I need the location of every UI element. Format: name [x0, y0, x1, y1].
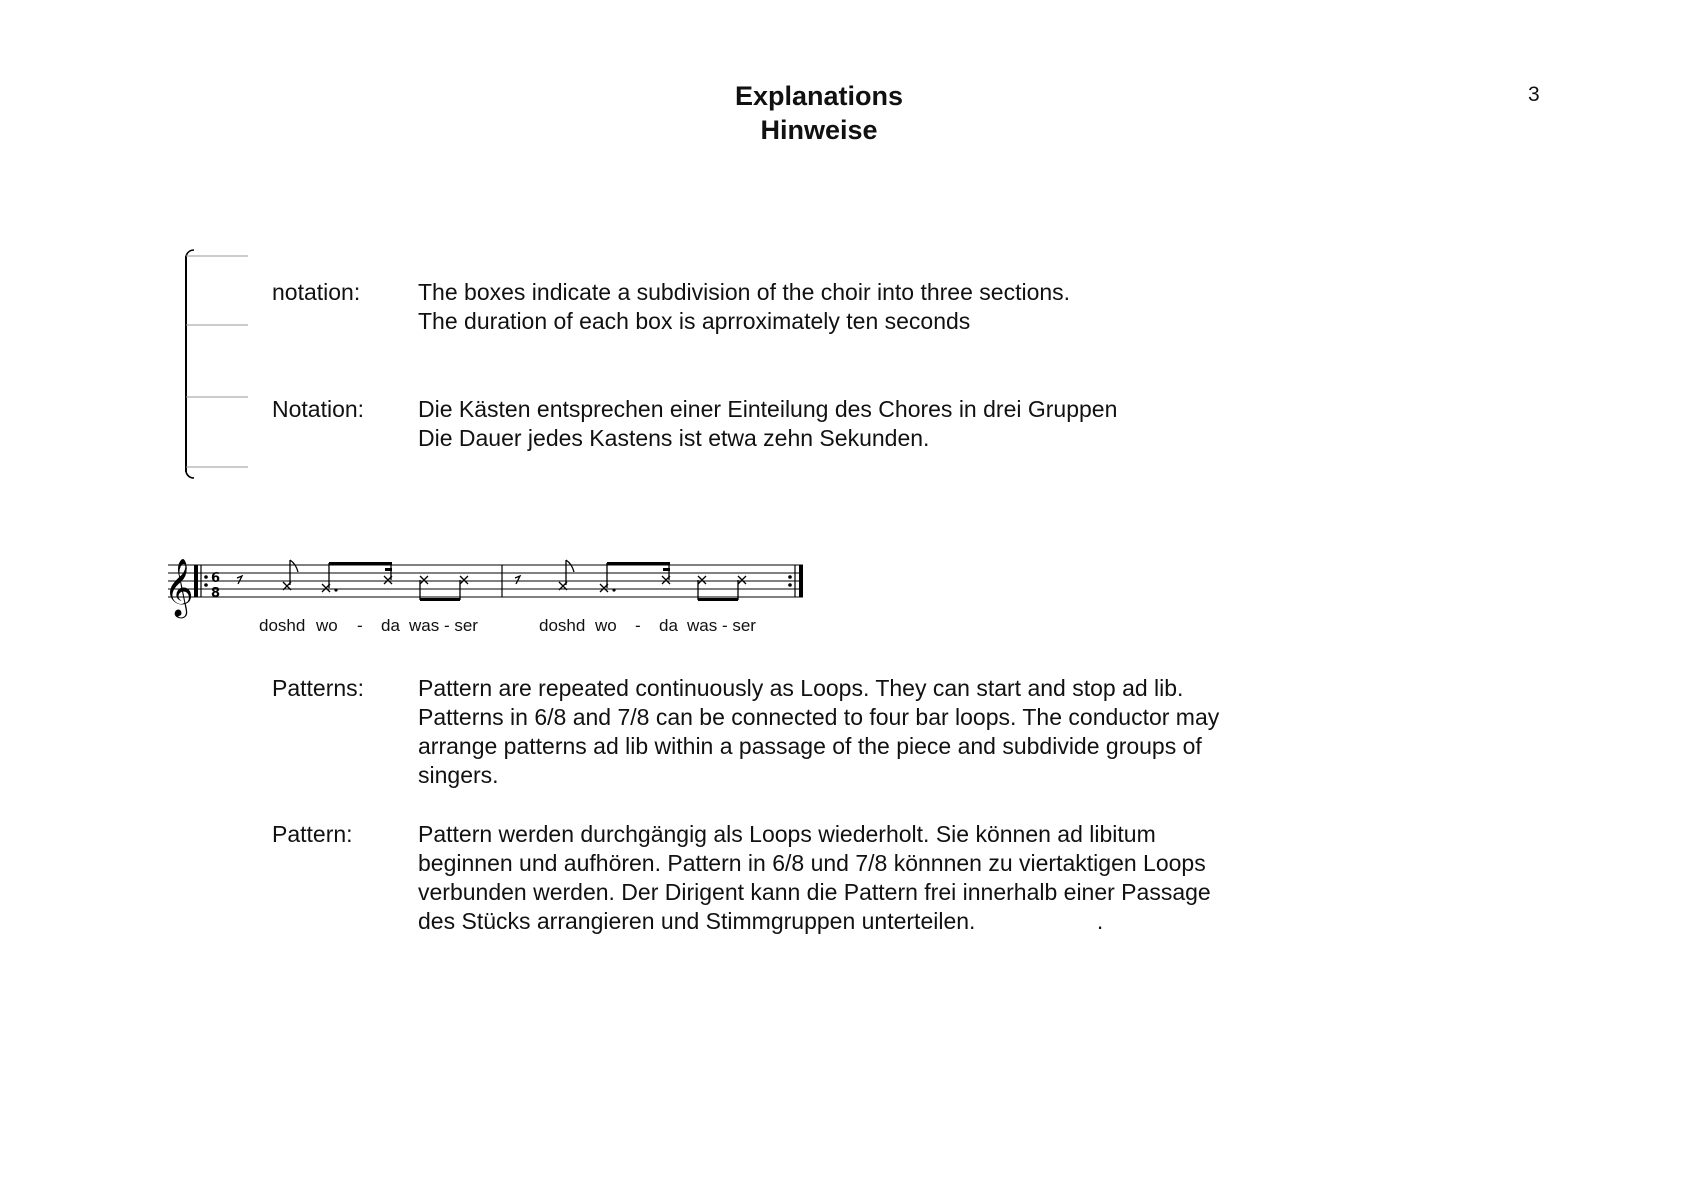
time-signature: 6 — [211, 571, 221, 586]
lyric-syllable: doshd — [539, 616, 586, 635]
text-line: Patterns in 6/8 and 7/8 can be connected to four bar loops. The conductor may — [418, 704, 1220, 730]
text-line: Die Kästen entsprechen einer Einteilung des Chores in drei Gruppen — [418, 396, 1118, 422]
text-line: singers. — [418, 762, 499, 788]
svg-text:8: 8 — [211, 586, 221, 601]
text-line: The duration of each box is aprroximately ten seconds — [418, 308, 971, 334]
lyric-syllable: was - ser — [687, 616, 756, 635]
title-english: Explanations — [734, 81, 904, 111]
text-line: The boxes indicate a subdivision of the choir into three sections. — [418, 279, 1071, 305]
lyric-syllable: - — [357, 616, 363, 635]
patterns-text-de — [418, 820, 1211, 936]
text-line: Pattern werden durchgängig als Loops wiederholt. Sie können ad libitum — [418, 821, 1156, 847]
notation-label-de: Notation: — [272, 396, 365, 422]
patterns-text-en — [418, 674, 1219, 790]
notation-label-en: notation: — [272, 279, 361, 305]
lyric-syllable: wo — [595, 616, 617, 635]
lyric-syllable: was - ser — [409, 616, 478, 635]
patterns-label-de: Pattern: — [272, 821, 353, 847]
lyric-syllable: doshd — [259, 616, 306, 635]
treble-clef-icon: 𝄞 — [164, 558, 194, 616]
music-staff-example — [0, 0, 820, 640]
lyric-syllable: da — [381, 616, 400, 635]
text-line: arrange patterns ad lib within a passage of the piece and subdivide groups of — [418, 733, 1202, 759]
lyric-syllable: da — [659, 616, 678, 635]
lyric-syllable: - — [635, 616, 641, 635]
patterns-label-en: Patterns: — [272, 675, 365, 701]
page-number: 3 — [1528, 83, 1540, 106]
text-line: beginnen und aufhören. Pattern in 6/8 und 7/8 könnnen zu viertaktigen Loops — [418, 850, 1206, 876]
title-german: Hinweise — [760, 115, 878, 145]
text-line: des Stücks arrangieren und Stimmgruppen unterteilen. . — [418, 908, 1104, 934]
text-line: Die Dauer jedes Kastens ist etwa zehn Sekunden. — [418, 425, 930, 451]
text-line: Pattern are repeated continuously as Loops. They can start and stop ad lib. — [418, 675, 1184, 701]
text-line: verbunden werden. Der Dirigent kann die Pattern frei innerhalb einer Passage — [418, 879, 1211, 905]
lyric-syllable: wo — [316, 616, 338, 635]
